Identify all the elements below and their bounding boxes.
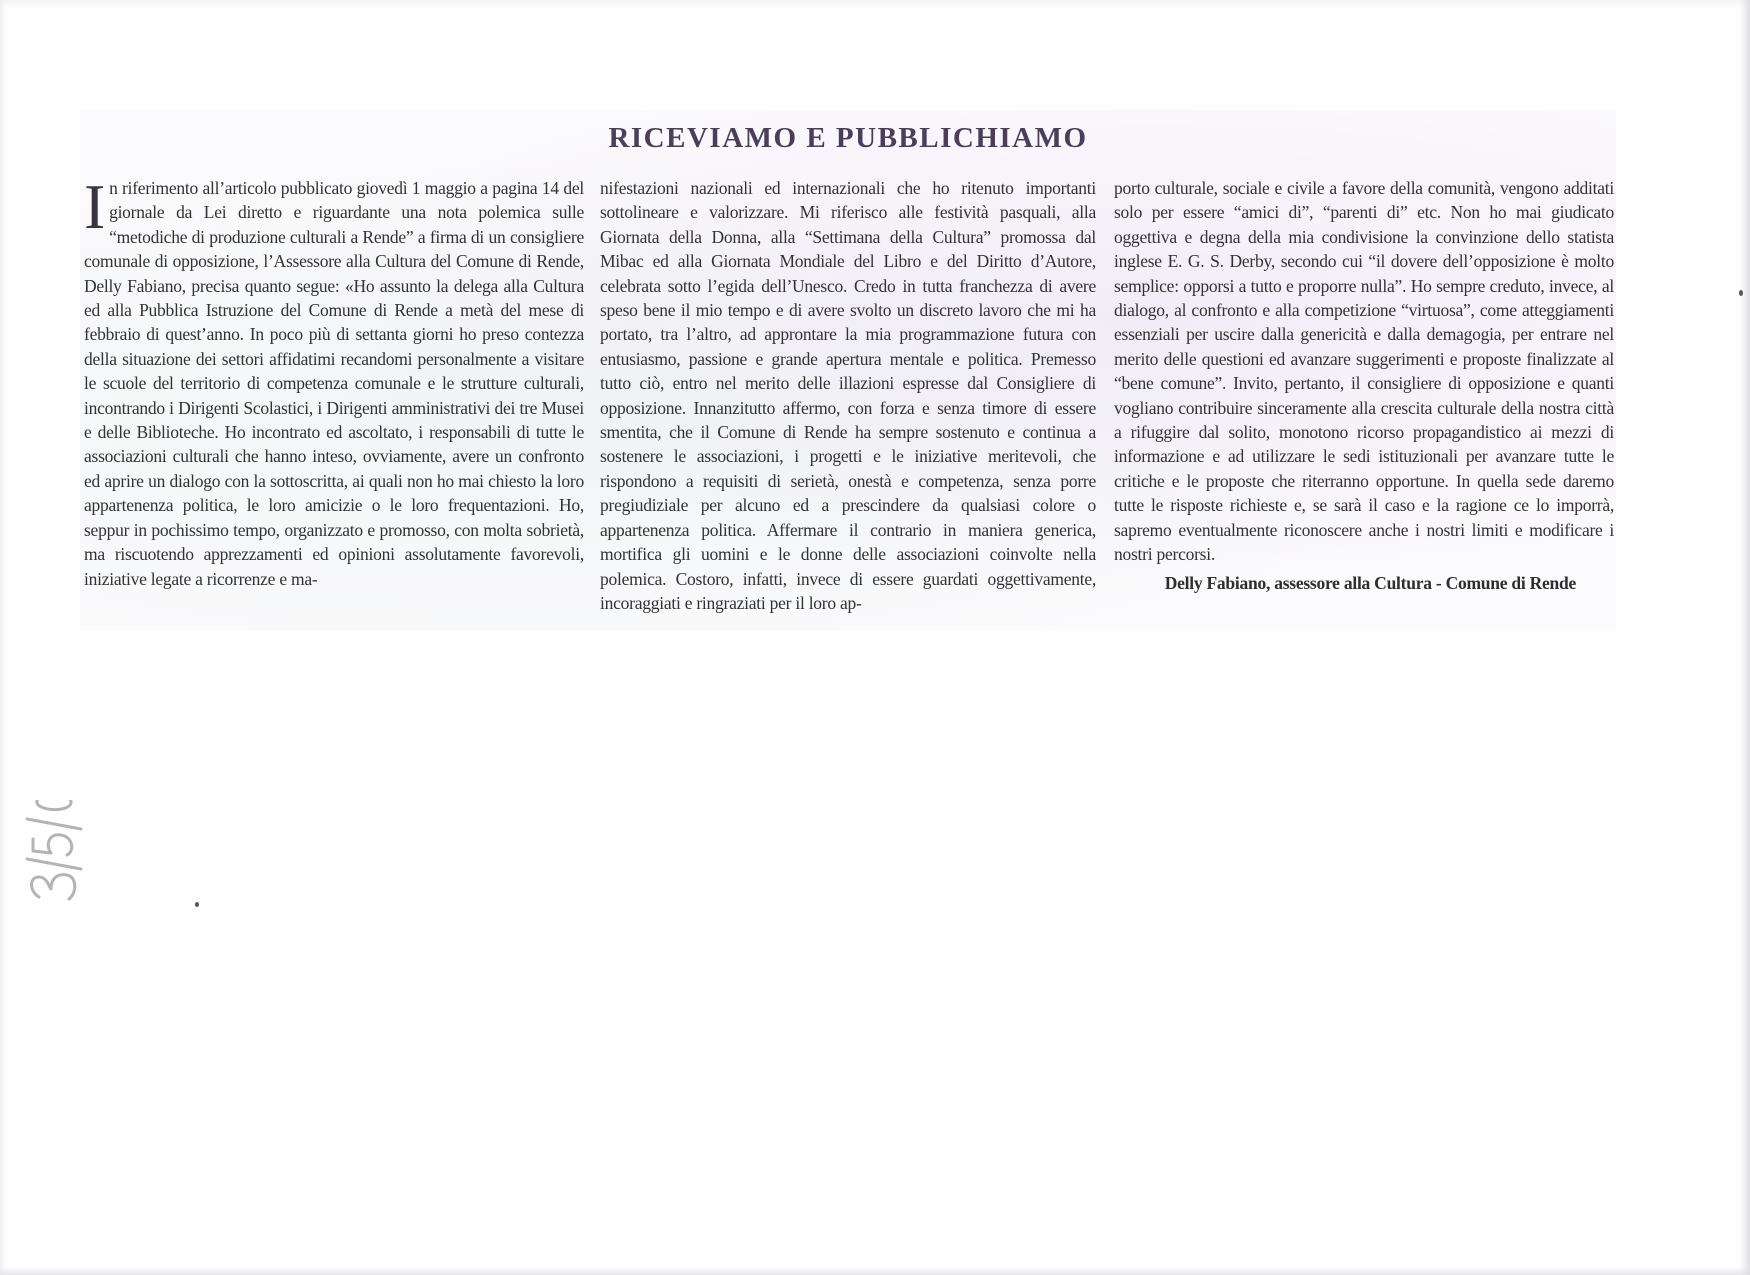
scan-speck bbox=[1739, 290, 1743, 296]
scan-speck bbox=[195, 902, 199, 907]
page-bottom-edge-shadow bbox=[0, 1267, 1750, 1275]
article-column-2 bbox=[600, 176, 1096, 615]
slash-2-stroke bbox=[27, 819, 81, 829]
page-right-edge-shadow bbox=[1740, 0, 1750, 1275]
digit-5-stroke bbox=[33, 835, 72, 855]
article-column-3 bbox=[1114, 176, 1614, 595]
handwritten-date-annotation bbox=[4, 800, 104, 910]
column-2-text: nifestazioni nazionali ed internazionali che ho ritenuto importanti sottolineare e valorizzare. Mi riferisco alle festività pasquali, alla Giornata della Donna, alla “Settimana della Cultura” promossa dal Mibac ed alla Giornata Mondiale del Libro e del Diritto d’Autore, celebrata sotto l’egida dell’Unesco. Credo in tutta franchezza di avere speso bene il mio tempo e di avere svolto un discreto lavoro che mi ha portato, tra l’altro, ad approntare la mia programmazione futura con entusiasmo, passione e grande apertura mentale e politica. Premesso tutto ciò, entro nel merito delle illazioni espresse dal Consigliere di opposizione. Innanzitutto affermo, con forza e senza timore di essere smentita, che il Comune di Rende ha sempre sostenuto e continua a sostenere le associazioni, i progetti e le iniziative meritevoli, che rispondono a requisiti di serietà, onestà e competenza, senza porre pregiudiziale per alcuno ed a prescindere da qualsiasi colore o appartenenza politica. Affermare il contrario in maniera generica, mortifica gli uomini e le donne delle associazioni coinvolte nella polemica. Costoro, infatti, invece di essere guardati oggettivamente, incoraggiati e ringraziati per il loro ap- bbox=[600, 178, 1096, 613]
slash-1-stroke bbox=[27, 859, 81, 869]
digit-3-stroke bbox=[32, 875, 75, 899]
article-headline: RICEVIAMO E PUBBLICHIAMO bbox=[608, 122, 1088, 154]
drop-cap: I bbox=[84, 171, 106, 242]
column-1-text: n riferimento all’articolo pubblicato giovedì 1 maggio a pagina 14 del giornale da Lei diretto e riguardante una nota polemica sulle “metodiche di produzione culturali a Rende” a firma di un consigliere comunale di opposizione, l’Assessore alla Cultura del Comune di Rende, Delly Fabiano, precisa quanto segue: «Ho assunto la delega alla Cultura ed alla Pubblica Istruzione del Comune di Rende a metà del mese di febbraio di quest’anno. In poco più di settanta giorni ho preso contezza della situazione dei settori affidatimi recandomi personalmente a visitare le scuole del territorio di competenza comunale e le strutture culturali, incontrando i Dirigenti Scolastici, i Dirigenti amministrativi dei tre Musei e delle Biblioteche. Ho incontrato ed ascoltato, i responsabili di tutte le associazioni culturali che hanno inteso, ovviamente, avere un confronto ed aprire un dialogo con la sottoscritta, ai quali non ho mai chiesto la loro appartenenza politica, le loro amicizie o le loro frequentazioni. Ho, seppur in pochissimo tempo, organizzato e promosso, con molta sobrietà, ma riscuotendo apprezzamenti ed opinioni assolutamente favorevoli, iniziative legate a ricorrenze e ma- bbox=[84, 178, 584, 589]
article-column-1 bbox=[84, 171, 584, 591]
column-3-text: porto culturale, sociale e civile a favore della comunità, vengono additati solo per essere “amici di”, “parenti di” etc. Non ho mai giudicato oggettiva e degna della mia condivisione la convinzione dello statista inglese E. G. S. Derby, secondo cui “il dovere dell’opposizione è molto semplice: opporsi a tutto e proporre nulla”. Ho sempre creduto, invece, al dialogo, al confronto e alla competizione “virtuosa”, come atteggiamenti essenziali per uscire dalla genericità e dalla demagogia, per entrare nel merito delle questioni ed avanzare suggerimenti e proposte finalizzate al “bene comune”. Invito, pertanto, il consigliere di opposizione e quanti vogliano contribuire sinceramente alla crescita culturale della nostra città a rifuggire dal solito, monotono ricorso propagandistico ai mezzi di informazione e ad utilizzare le sedi istituzionali per avanzare tutte le critiche e le proposte che riterranno opportune. In quella sede daremo tutte le risposte richieste e, se sarà il caso e la ragione ce lo imporrà, sapremo eventualmente riconoscere anche i nostri limiti e modificare i nostri percorsi. bbox=[1114, 178, 1614, 565]
newspaper-clipping bbox=[80, 110, 1616, 630]
article-signature: Delly Fabiano, assessore alla Cultura - Comune di Rende bbox=[1164, 572, 1576, 593]
digit-0-stroke bbox=[37, 800, 71, 810]
